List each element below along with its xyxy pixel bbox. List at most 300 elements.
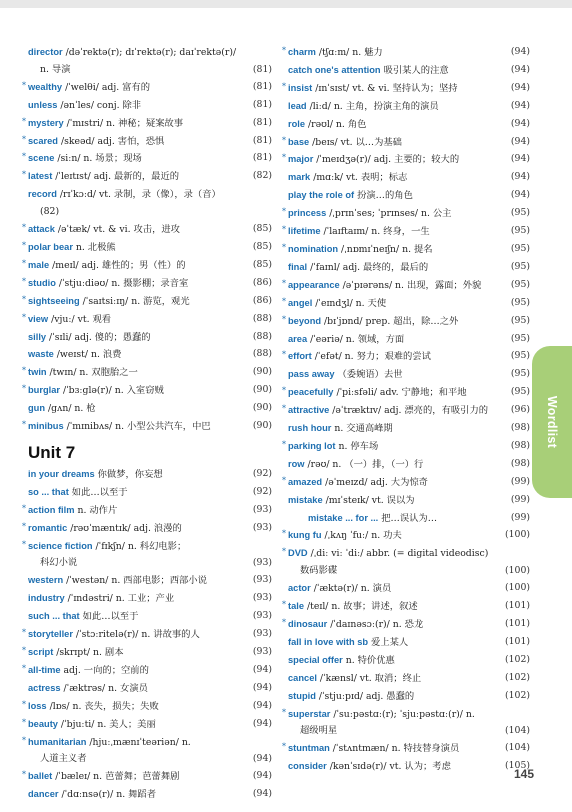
headword: superstar bbox=[288, 708, 331, 719]
wordlist-entry bbox=[28, 555, 272, 572]
star-marker-icon: * bbox=[22, 116, 26, 126]
wordlist-entry bbox=[22, 293, 272, 311]
wordlist-entry bbox=[288, 62, 530, 80]
page-reference: (82) bbox=[252, 170, 272, 182]
wordlist-entry bbox=[22, 662, 272, 680]
page-reference: (92) bbox=[252, 485, 272, 497]
wordlist-entry bbox=[22, 275, 272, 293]
definition: /weɪst/ n. 浪费 bbox=[53, 349, 122, 361]
wordlist-entry bbox=[282, 545, 530, 563]
wordlist-entry bbox=[22, 644, 272, 662]
star-marker-icon: * bbox=[282, 529, 286, 539]
star-marker-icon: * bbox=[282, 475, 286, 485]
definition: /ˈstʌntmæn/ n. 特技替身演员 bbox=[329, 743, 460, 755]
headword: attractive bbox=[288, 405, 330, 416]
star-marker-icon: * bbox=[282, 296, 286, 306]
wordlist-entry bbox=[282, 740, 530, 758]
headword: catch one's attention bbox=[288, 64, 381, 75]
headword: attack bbox=[28, 224, 55, 235]
headword: male bbox=[28, 259, 50, 270]
wordlist-entry bbox=[288, 688, 530, 706]
page-reference: (94) bbox=[510, 171, 530, 183]
wordlist-entry bbox=[22, 520, 272, 538]
definition: 如此…以至于 bbox=[79, 611, 139, 623]
star-marker-icon: * bbox=[22, 717, 26, 727]
page-reference: (94) bbox=[510, 99, 530, 111]
headword: angel bbox=[288, 297, 313, 308]
wordlist-entry bbox=[282, 295, 530, 313]
definition: /beɪs/ vt. 以…为基础 bbox=[309, 136, 402, 148]
headword: fall in love with sb bbox=[288, 636, 369, 647]
definition: /rəʊl/ n. 角色 bbox=[305, 118, 367, 130]
page-reference: (94) bbox=[510, 46, 530, 57]
headword: burglar bbox=[28, 385, 61, 396]
wordlist-entry bbox=[288, 758, 530, 776]
wordlist-entry bbox=[282, 241, 530, 259]
headword: polar bear bbox=[28, 241, 73, 252]
star-marker-icon: * bbox=[282, 225, 286, 235]
definition: /əˈtæk/ vt. & vi. 攻击，进攻 bbox=[54, 224, 180, 236]
page-reference: (99) bbox=[510, 493, 530, 505]
headword: cancel bbox=[288, 672, 317, 683]
headword: latest bbox=[28, 171, 53, 182]
left-column bbox=[22, 44, 272, 804]
wordlist-entry bbox=[282, 151, 530, 169]
star-marker-icon: * bbox=[282, 600, 286, 610]
wordlist-entry bbox=[288, 492, 530, 510]
page-reference: (104) bbox=[505, 725, 530, 737]
page-reference: (90) bbox=[252, 402, 272, 414]
wordlist-entry bbox=[288, 366, 530, 384]
star-marker-icon: * bbox=[282, 439, 286, 449]
definition: /teɪl/ n. 故事；讲述，叙述 bbox=[304, 601, 418, 613]
page-reference: (85) bbox=[252, 240, 272, 252]
headword: scared bbox=[28, 135, 58, 146]
star-marker-icon: * bbox=[282, 314, 286, 324]
star-marker-icon: * bbox=[282, 386, 286, 396]
page-reference: (95) bbox=[510, 296, 530, 308]
wordlist-entry bbox=[22, 257, 272, 275]
wordlist-entry bbox=[282, 616, 530, 634]
wordlist-entry bbox=[282, 313, 530, 331]
headword: silly bbox=[28, 331, 47, 342]
page-reference: (95) bbox=[510, 242, 530, 254]
definition: /mɑːk/ vt. 表明；标志 bbox=[310, 172, 408, 184]
wordlist-entry bbox=[28, 97, 272, 115]
headword: ballet bbox=[28, 771, 53, 782]
star-marker-icon: * bbox=[22, 312, 26, 322]
definition: /ˌnɒmɪˈneɪʃn/ n. 提名 bbox=[338, 243, 433, 255]
headword: pass away bbox=[288, 369, 335, 380]
wordlist-entry bbox=[282, 44, 530, 62]
wordlist-entry bbox=[22, 364, 272, 382]
star-marker-icon: * bbox=[22, 223, 26, 233]
star-marker-icon: * bbox=[22, 770, 26, 780]
page-reference: (94) bbox=[252, 753, 272, 765]
star-marker-icon: * bbox=[22, 240, 26, 250]
wordlist-entry bbox=[288, 420, 530, 438]
wordlist-entry bbox=[22, 716, 272, 734]
definition: 扮演…的角色 bbox=[354, 190, 413, 202]
headword: twin bbox=[28, 367, 47, 378]
headword: such ... that bbox=[28, 611, 80, 622]
wordlist-entry bbox=[28, 786, 272, 804]
page-reference: (88) bbox=[252, 330, 272, 342]
page-reference: (90) bbox=[252, 420, 272, 432]
definition: /ˈsaɪtsiːɪŋ/ n. 游览，观光 bbox=[79, 295, 190, 307]
wordlist-tab-label: Wordlist bbox=[545, 395, 559, 449]
definition: /siːn/ n. 场景；现场 bbox=[54, 153, 142, 165]
page-reference: (95) bbox=[510, 260, 530, 272]
wordlist-entry bbox=[288, 723, 530, 740]
page-reference: (95) bbox=[510, 314, 530, 326]
headword: action film bbox=[28, 504, 75, 515]
wordlist-entry bbox=[282, 384, 530, 402]
wordlist-entry bbox=[282, 80, 530, 98]
page-reference: (100) bbox=[505, 529, 530, 541]
definition: /rɪˈkɔːd/ vt. 录制，录（像），录（音） bbox=[56, 189, 221, 201]
definition: /rəʊˈmæntɪk/ adj. 浪漫的 bbox=[67, 522, 182, 534]
definition: /ˈsɪli/ adj. 傻的；愚蠢的 bbox=[46, 331, 151, 343]
definition: 超级明星 bbox=[300, 725, 338, 737]
definition: /ˈleɪtɪst/ adj. 最新的，最近的 bbox=[52, 171, 180, 183]
wordlist-entry bbox=[22, 79, 272, 97]
headword: director bbox=[28, 47, 63, 57]
headword: mark bbox=[288, 172, 311, 183]
definition: /ˈeəriə/ n. 领域，方面 bbox=[307, 333, 405, 345]
definition: 吸引某人的注意 bbox=[380, 64, 449, 76]
wordlist-entry bbox=[288, 652, 530, 670]
page-reference: (94) bbox=[252, 699, 272, 711]
star-marker-icon: * bbox=[22, 628, 26, 638]
headword: loss bbox=[28, 700, 47, 711]
page-reference: (99) bbox=[510, 511, 530, 523]
definition: /bɪˈjɒnd/ prep. 超出，除…之外 bbox=[321, 315, 459, 327]
definition: /əˈmeɪzd/ adj. 大为惊奇 bbox=[322, 476, 428, 488]
page-reference: (94) bbox=[252, 717, 272, 729]
definition: /skeəd/ adj. 害怕，恐惧 bbox=[57, 135, 165, 147]
headword: peacefully bbox=[288, 387, 334, 398]
wordlist-entry bbox=[28, 329, 272, 347]
headword: mystery bbox=[28, 117, 64, 128]
page-reference: (102) bbox=[505, 671, 530, 683]
headword: effort bbox=[288, 351, 312, 362]
entry-list-unit7 bbox=[22, 466, 272, 804]
definition: /ˈbɜːglə(r)/ n. 入室窃贼 bbox=[60, 385, 164, 397]
page-reference: (100) bbox=[505, 565, 530, 577]
page-reference: (94) bbox=[510, 153, 530, 165]
page-reference: (94) bbox=[252, 788, 272, 800]
headword: actress bbox=[28, 682, 61, 693]
page-reference: (95) bbox=[510, 386, 530, 398]
star-marker-icon: * bbox=[282, 350, 286, 360]
headword: mistake bbox=[288, 494, 323, 505]
wordlist-entry bbox=[28, 680, 272, 698]
definition: /ˈɪndəstri/ n. 工业；产业 bbox=[64, 593, 175, 605]
wordlist-entry bbox=[282, 474, 530, 492]
headword: lead bbox=[288, 100, 307, 111]
definition: /dəˈrektə(r); dɪˈrektə(r); daɪˈrektə(r)/ bbox=[62, 47, 237, 58]
wordlist-entry bbox=[282, 205, 530, 223]
definition: /mɪˈsteɪk/ vt. 误以为 bbox=[322, 494, 415, 506]
page-reference: (81) bbox=[252, 116, 272, 128]
wordlist-entry bbox=[28, 466, 272, 484]
page-reference: (95) bbox=[510, 350, 530, 362]
wordlist-entry bbox=[288, 259, 530, 277]
wordlist-entry bbox=[282, 223, 530, 241]
definition: /ˈdaɪnəsɔː(r)/ n. 恐龙 bbox=[327, 619, 424, 630]
page-reference: (100) bbox=[505, 582, 530, 594]
wordlist-entry bbox=[288, 510, 530, 528]
definition: /liːd/ n. 主角，扮演主角的演员 bbox=[306, 100, 439, 112]
wordlist-entry bbox=[28, 44, 272, 62]
definition: /ˌdiː viː ˈdiː/ abbr. (= digital videodisc) bbox=[307, 548, 489, 560]
definition: /əˈtræktɪv/ adj. 漂亮的，有吸引力的 bbox=[329, 405, 489, 417]
page-reference: (88) bbox=[252, 312, 272, 324]
definition: /ˈmɪstri/ n. 神秘；疑案故事 bbox=[63, 117, 184, 129]
page-reference: (95) bbox=[510, 332, 530, 344]
page-reference: (98) bbox=[510, 439, 530, 451]
definition: /tʃɑːm/ n. 魅力 bbox=[315, 47, 383, 58]
page-reference: (101) bbox=[505, 618, 530, 629]
wordlist-entry bbox=[282, 527, 530, 545]
star-marker-icon: * bbox=[22, 663, 26, 673]
headword: humanitarian bbox=[28, 736, 87, 747]
definition: /ˈkænsl/ vt. 取消；终止 bbox=[316, 672, 422, 684]
page-number: 145 bbox=[513, 767, 534, 781]
definition: /lɒs/ n. 丧失，损失；失败 bbox=[46, 700, 159, 712]
definition: /ˈdɑːnsə(r)/ n. 舞蹈者 bbox=[58, 789, 157, 801]
star-marker-icon: * bbox=[22, 384, 26, 394]
headword: minibus bbox=[28, 421, 64, 432]
page-reference: (81) bbox=[252, 152, 272, 164]
wordlist-entry bbox=[288, 331, 530, 349]
headword: play the role of bbox=[288, 190, 355, 201]
definition: 科幻小说 bbox=[40, 557, 78, 569]
wordlist-entry bbox=[28, 484, 272, 502]
page-reference: (81) bbox=[252, 63, 272, 75]
headword: so ... that bbox=[28, 486, 69, 497]
page-reference: (95) bbox=[510, 207, 530, 219]
page-reference: (85) bbox=[252, 258, 272, 270]
page-reference: (94) bbox=[510, 63, 530, 75]
star-marker-icon: * bbox=[22, 152, 26, 162]
wordlist-entry bbox=[288, 670, 530, 688]
headword: science fiction bbox=[28, 540, 93, 551]
wordlist-entry bbox=[28, 62, 272, 79]
star-marker-icon: * bbox=[282, 404, 286, 414]
definition: /hjuːˌmænɪˈteəriən/ n. bbox=[86, 736, 191, 748]
star-marker-icon: * bbox=[22, 646, 26, 655]
star-marker-icon: * bbox=[282, 207, 286, 217]
page-reference: (81) bbox=[252, 80, 272, 92]
definition: /vjuː/ vt. 观看 bbox=[48, 313, 112, 325]
wordlist-entry bbox=[22, 133, 272, 151]
unit-heading: Unit 7 bbox=[28, 442, 76, 462]
wordlist-entry bbox=[22, 221, 272, 239]
headword: insist bbox=[288, 82, 313, 93]
headword: princess bbox=[288, 208, 327, 219]
page-reference: (88) bbox=[252, 348, 272, 360]
definition: 爱上某人 bbox=[368, 636, 409, 648]
page-reference: (93) bbox=[252, 557, 272, 569]
headword: area bbox=[288, 333, 308, 344]
headword: script bbox=[28, 647, 54, 657]
star-marker-icon: * bbox=[282, 46, 286, 55]
definition: /ˈmeɪdʒə(r)/ adj. 主要的；较大的 bbox=[313, 154, 460, 166]
wordlist-entry bbox=[28, 608, 272, 626]
top-margin-bar bbox=[0, 0, 572, 8]
page-reference: (85) bbox=[252, 223, 272, 235]
headword: gun bbox=[28, 403, 46, 414]
entry-list-right bbox=[282, 44, 530, 776]
page-reference: (81) bbox=[252, 134, 272, 146]
headword: rush hour bbox=[288, 423, 332, 434]
definition: /kənˈsɪdə(r)/ vt. 认为；考虑 bbox=[326, 761, 451, 773]
definition: /ˈmɪnibʌs/ n. 小型公共汽车，中巴 bbox=[63, 421, 211, 433]
headword: studio bbox=[28, 277, 56, 288]
page-reference: (93) bbox=[252, 521, 272, 533]
headword: beyond bbox=[288, 315, 322, 326]
page-reference: (96) bbox=[510, 404, 530, 416]
definition: /ˈbæleɪ/ n. 芭蕾舞；芭蕾舞剧 bbox=[52, 771, 180, 783]
definition: /ˌprɪnˈses; ˈprɪnses/ n. 公主 bbox=[326, 208, 452, 220]
definition: /ˈstjuːdiəʊ/ n. 摄影棚；录音室 bbox=[55, 277, 189, 289]
definition: /meɪl/ adj. 雄性的；男（性）的 bbox=[49, 259, 186, 271]
page-reference: (94) bbox=[510, 189, 530, 201]
wordlist-entry bbox=[282, 402, 530, 420]
page-reference: (92) bbox=[252, 467, 272, 479]
wordlist-entry bbox=[28, 572, 272, 590]
definition: /ˈfɪkʃn/ n. 科幻电影； bbox=[92, 540, 187, 552]
definition: /ˈwestən/ n. 西部电影；西部小说 bbox=[63, 575, 207, 587]
wordlist-tab[interactable] bbox=[532, 346, 572, 498]
page-reference: (94) bbox=[252, 681, 272, 693]
page-reference: (93) bbox=[252, 592, 272, 604]
definition: /gʌn/ n. 枪 bbox=[45, 403, 96, 415]
headword: major bbox=[288, 154, 314, 165]
headword: actor bbox=[288, 583, 311, 594]
wordlist-entry bbox=[22, 626, 272, 644]
headword: nomination bbox=[288, 243, 339, 254]
wordlist-entry bbox=[288, 563, 530, 580]
page-reference: (105) bbox=[505, 760, 530, 772]
wordlist-entry bbox=[22, 538, 272, 556]
star-marker-icon: * bbox=[22, 258, 26, 268]
wordlist-entry bbox=[282, 438, 530, 456]
wordlist-entry bbox=[28, 346, 272, 364]
wordlist-entry bbox=[28, 186, 272, 204]
page-reference: (94) bbox=[510, 117, 530, 129]
page-reference: (102) bbox=[505, 689, 530, 701]
definition: n. 特价优惠 bbox=[342, 654, 395, 666]
star-marker-icon: * bbox=[22, 294, 26, 304]
page-reference: (98) bbox=[510, 457, 530, 469]
definition: 人道主义者 bbox=[40, 753, 87, 765]
page-reference: (94) bbox=[252, 770, 272, 782]
wordlist-entry bbox=[28, 751, 272, 768]
page-reference: (95) bbox=[510, 225, 530, 237]
wordlist-entry bbox=[22, 502, 272, 520]
definition: /ˈæktrəs/ n. 女演员 bbox=[60, 682, 148, 694]
headword: stupid bbox=[288, 690, 316, 701]
definition: /ˈstjuːpɪd/ adj. 愚蠢的 bbox=[315, 690, 415, 702]
star-marker-icon: * bbox=[22, 80, 26, 90]
headword: consider bbox=[288, 761, 327, 772]
page-reference: (101) bbox=[505, 600, 530, 612]
definition: /ˈæktə(r)/ n. 演员 bbox=[310, 583, 392, 595]
definition: n. 动作片 bbox=[74, 504, 118, 516]
page-reference: (102) bbox=[505, 653, 530, 665]
page-reference: (101) bbox=[505, 635, 530, 647]
headword: lifetime bbox=[288, 226, 321, 237]
wordlist-entry bbox=[282, 134, 530, 152]
definition: /ˈeɪndʒl/ n. 天使 bbox=[312, 297, 387, 309]
definition: /ˌkʌŋ ˈfuː/ n. 功夫 bbox=[321, 530, 402, 542]
wordlist-entry bbox=[22, 311, 272, 329]
headword: record bbox=[28, 189, 57, 200]
headword: appearance bbox=[288, 279, 340, 290]
wordlist-entry bbox=[282, 598, 530, 616]
headword: unless bbox=[28, 99, 58, 110]
star-marker-icon: * bbox=[22, 521, 26, 531]
entry-list-top bbox=[22, 44, 272, 436]
right-column bbox=[282, 44, 530, 776]
headword: all-time bbox=[28, 664, 61, 675]
definition: /əˈpɪərəns/ n. 出现，露面；外貌 bbox=[339, 279, 482, 291]
star-marker-icon: * bbox=[282, 153, 286, 163]
definition: adj. 一向的；空前的 bbox=[60, 664, 149, 676]
page-reference: (95) bbox=[510, 368, 530, 380]
wordlist-entry bbox=[22, 698, 272, 716]
wordlist-entry bbox=[28, 590, 272, 608]
headword: parking lot bbox=[288, 440, 336, 451]
star-marker-icon: * bbox=[282, 278, 286, 288]
wordlist-entry bbox=[22, 418, 272, 436]
wordlist-entry bbox=[22, 115, 272, 133]
star-marker-icon: * bbox=[282, 242, 286, 252]
wordlist-entry bbox=[22, 168, 272, 186]
headword: DVD bbox=[288, 548, 308, 559]
wordlist-entry bbox=[288, 187, 530, 205]
definition: 如此…以至于 bbox=[68, 486, 128, 498]
headword: waste bbox=[28, 349, 54, 360]
headword: role bbox=[288, 118, 306, 129]
page-reference: (94) bbox=[252, 663, 272, 675]
headword: charm bbox=[288, 47, 316, 57]
definition: /ˈstɔːritelə(r)/ n. 讲故事的人 bbox=[72, 629, 200, 641]
star-marker-icon: * bbox=[282, 742, 286, 752]
headword: in your dreams bbox=[28, 468, 95, 479]
star-marker-icon: * bbox=[22, 134, 26, 144]
page-reference: (94) bbox=[510, 135, 530, 147]
page-reference: (93) bbox=[252, 503, 272, 515]
page-reference: (93) bbox=[252, 574, 272, 586]
headword: dinosaur bbox=[288, 619, 328, 629]
page-reference: (86) bbox=[252, 276, 272, 288]
wordlist-entry bbox=[28, 400, 272, 418]
headword: scene bbox=[28, 153, 55, 164]
star-marker-icon: * bbox=[22, 170, 26, 180]
definition: n. 北极熊 bbox=[72, 241, 116, 253]
headword: western bbox=[28, 575, 64, 586]
headword: romantic bbox=[28, 522, 68, 533]
page-reference: (86) bbox=[252, 294, 272, 306]
wordlist-entry bbox=[22, 734, 272, 752]
star-marker-icon: * bbox=[282, 135, 286, 145]
headword: view bbox=[28, 313, 49, 324]
wordlist-entry bbox=[288, 456, 530, 474]
